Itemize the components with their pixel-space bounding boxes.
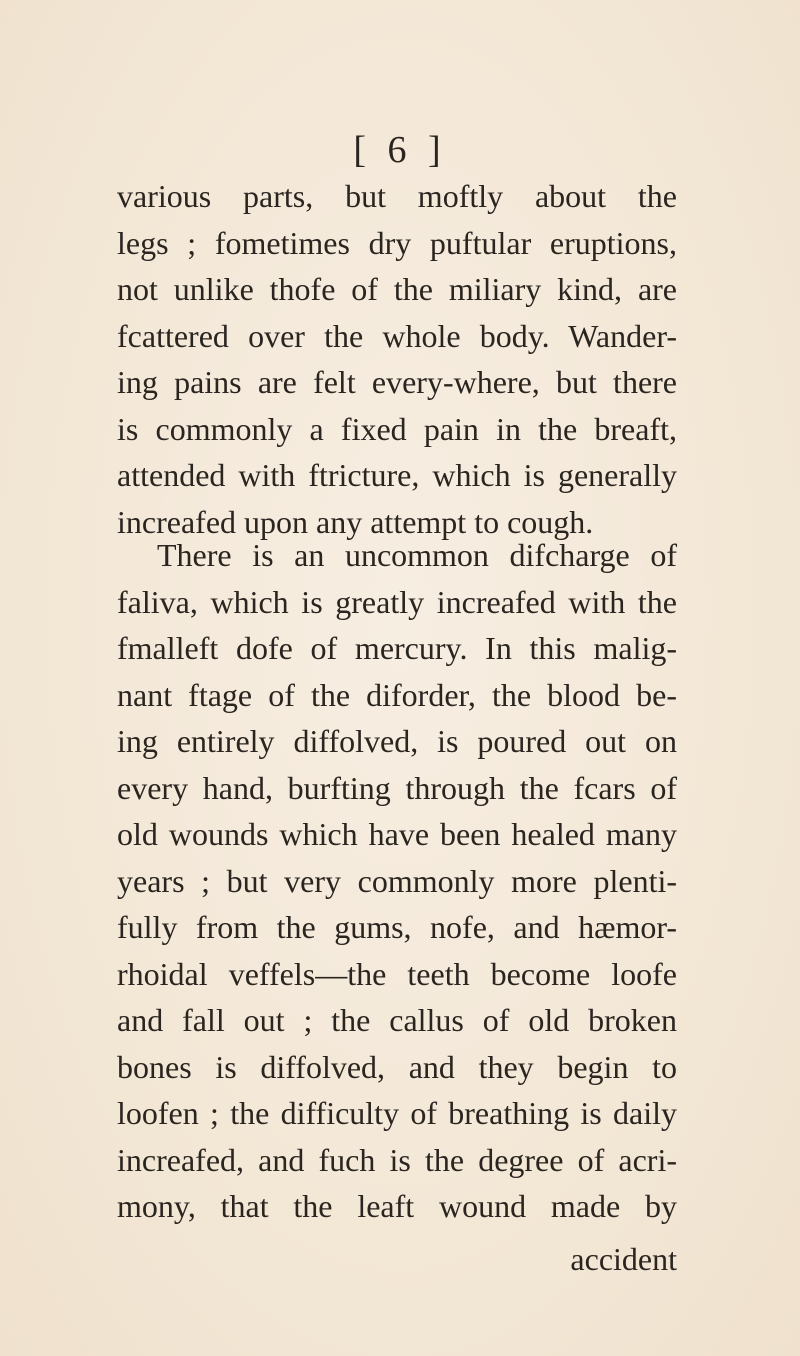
text-line: ing entirely diffolved, is poured out on xyxy=(117,723,677,759)
text-line: years ; but very commonly more plenti- xyxy=(117,862,677,899)
paragraph-1 xyxy=(117,173,677,545)
text-line: bones is diffolved, and they begin to xyxy=(117,1048,677,1085)
text-line: legs ; fometimes dry puftular eruptions, xyxy=(117,224,677,261)
text-line: nant ftage of the diforder, the blood be- xyxy=(117,676,677,713)
catchword: accident xyxy=(570,1241,677,1277)
text-line: and fall out ; the callus of old broken xyxy=(117,1002,677,1038)
text-line: There is an uncommon difcharge of xyxy=(157,537,677,573)
text-line: fcattered over the whole body. Wander- xyxy=(117,317,677,354)
text-line: increafed, and fuch is the degree of acri- xyxy=(117,1141,677,1178)
text-line: mony, that the leaft wound made by xyxy=(117,1188,677,1224)
paragraph-2 xyxy=(117,532,677,1230)
page-number: [ 6 ] xyxy=(353,129,447,171)
text-line: old wounds which have been healed many xyxy=(117,816,677,852)
text-line: every hand, burfting through the fcars of xyxy=(117,769,677,806)
text-line: various parts, but moftly about the xyxy=(117,178,677,214)
text-line: ing pains are felt every-where, but there xyxy=(117,364,677,400)
text-line: fully from the gums, nofe, and hæmor- xyxy=(117,909,677,945)
text-line: rhoidal veffels—the teeth become loofe xyxy=(117,955,677,992)
text-line: attended with ftricture, which is generally xyxy=(117,457,677,493)
text-line: faliva, which is greatly increafed with the xyxy=(117,583,677,620)
text-line: not unlike thofe of the miliary kind, are xyxy=(117,271,677,307)
text-line: loofen ; the difficulty of breathing is daily xyxy=(117,1095,677,1131)
text-line: increafed upon any attempt to cough. xyxy=(117,503,594,540)
text-line: is commonly a fixed pain in the breaft, xyxy=(117,410,677,447)
text-line: fmalleft dofe of mercury. In this malig- xyxy=(117,630,677,666)
